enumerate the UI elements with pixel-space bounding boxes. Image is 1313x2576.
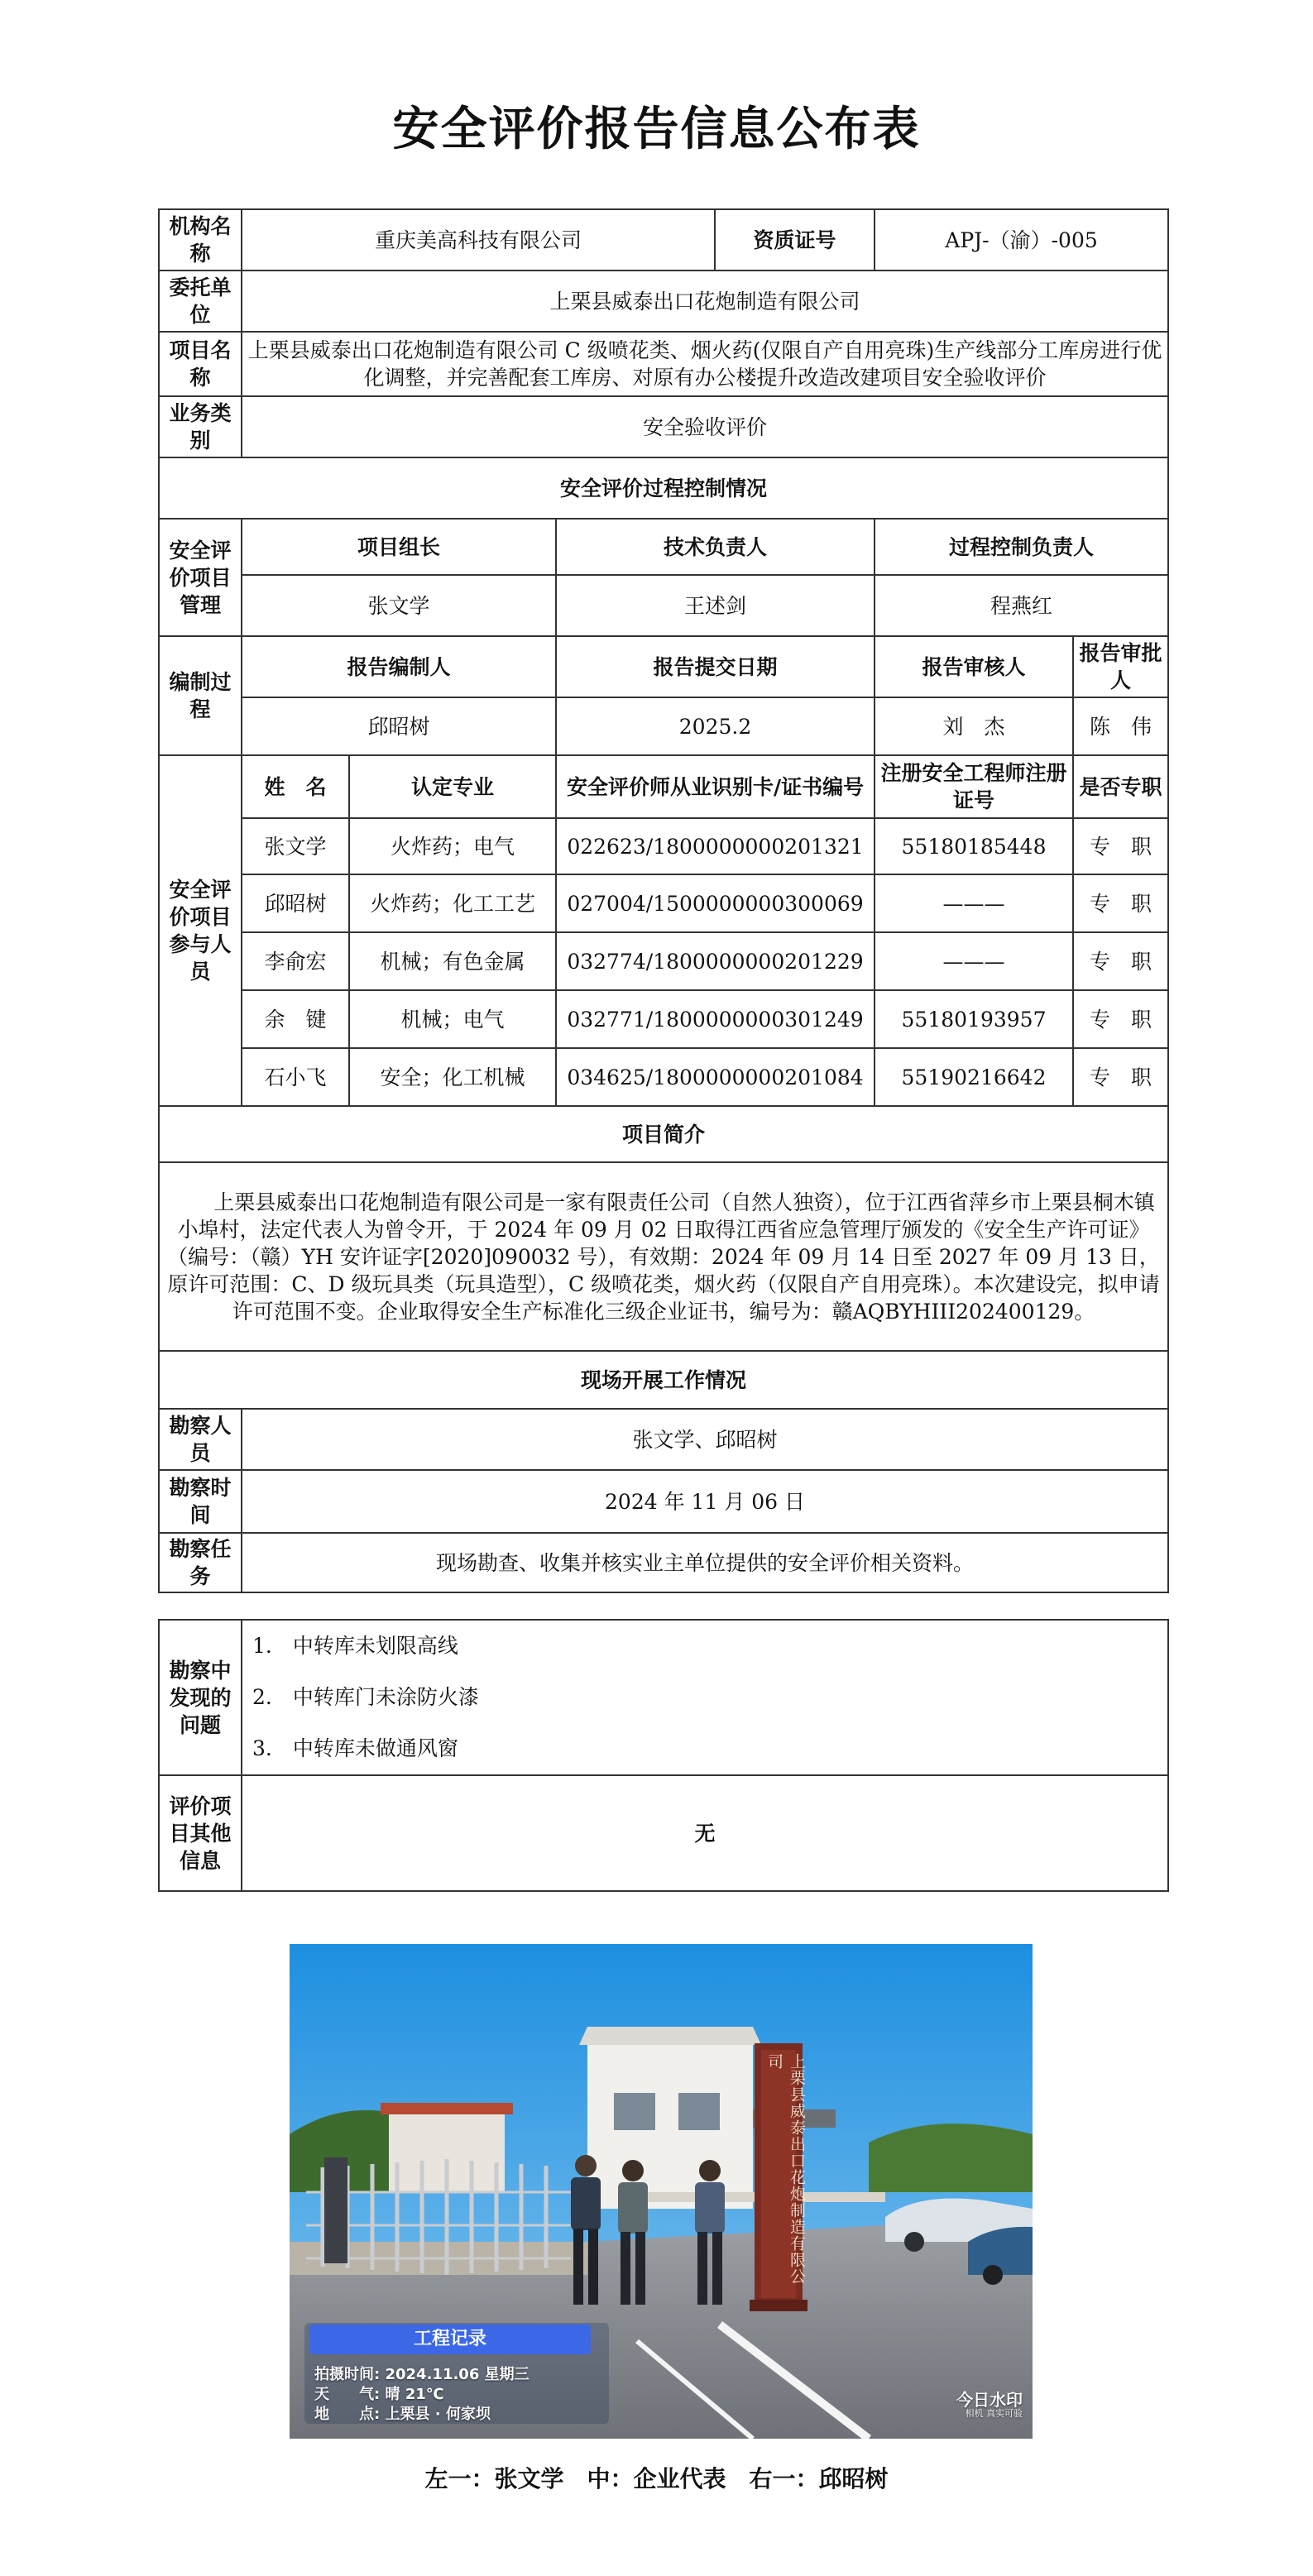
- compile-value-approver: 陈 伟: [1073, 697, 1168, 755]
- watermark-title: 工程记录: [309, 2325, 591, 2354]
- participant-row: [159, 932, 1168, 990]
- findings-list: [242, 1620, 1168, 1775]
- mgmt-header-control: 过程控制负责人: [875, 519, 1168, 575]
- watermark-brand-name: 今日水印: [956, 2390, 1023, 2410]
- participant-reg: ———: [875, 932, 1073, 990]
- compile-header-reviewer: 报告审核人: [875, 636, 1073, 697]
- survey-people-value: 张文学、邱昭树: [242, 1409, 1168, 1470]
- compile-value-reviewer: 刘 杰: [875, 697, 1073, 755]
- watermark-brand-sub: 相机 真实可验: [965, 2408, 1023, 2419]
- survey-task-value: 现场勘查、收集并核实业主单位提供的安全评价相关资料。: [242, 1533, 1168, 1592]
- survey-time-value: 2024 年 11 月 06 日: [242, 1470, 1168, 1533]
- info-table: [158, 208, 1169, 1593]
- mgmt-value-tech: 王述剑: [556, 575, 875, 636]
- watermark-weather: [314, 2382, 444, 2404]
- mgmt-value-control: 程燕红: [875, 575, 1168, 636]
- participant-reg: ———: [875, 874, 1073, 932]
- site-photo: [290, 1944, 1033, 2439]
- finding-item: 3. 中转库未做通风窗: [252, 1736, 458, 1760]
- participant-fulltime: 专 职: [1073, 874, 1168, 932]
- participant-major: 机械；电气: [349, 990, 556, 1048]
- participant-major: 火炸药；电气: [349, 818, 556, 874]
- participants-header-fulltime: 是否专职: [1073, 755, 1168, 818]
- participant-reg: 55190216642: [875, 1048, 1073, 1106]
- intro-text: 上栗县威泰出口花炮制造有限公司是一家有限责任公司（自然人独资），位于江西省萍乡市上栗县桐木镇小埠村，法定代表人为曾令开，于 2024 年 09 月 02 日取得江西省应急管理厅颁发的《安全生产许可证》（编号：（赣）YH 安许证字[2020]090032 号），有效期：2024 年 09 月 14 日至 2027 年 09 月 13 日，原许可范围：C、D 级玩具类（玩具造型），C 级喷花类，烟火药（仅限自产自用亮珠）。本次建设完，拟申请许可范围不变。企业取得安全生产标准化三级企业证书，编号为：赣AQBYHIII202400129。: [159, 1162, 1168, 1351]
- intro-section-title: 项目简介: [159, 1106, 1168, 1162]
- cert-label: 资质证号: [715, 209, 875, 271]
- cert-value: APJ-（渝）-005: [875, 209, 1168, 271]
- participant-name: 李俞宏: [242, 932, 349, 990]
- page-title: 安全评价报告信息公布表: [392, 103, 921, 156]
- participant-fulltime: 专 职: [1073, 990, 1168, 1048]
- finding-item: 2. 中转库门未涂防火漆: [252, 1685, 479, 1709]
- project-value: 上栗县威泰出口花炮制造有限公司 C 级喷花类、烟火药(仅限自产自用亮珠)生产线部分工库房进行优化调整，并完善配套工库房、对原有办公楼提升改造改建项目安全验收评价: [242, 332, 1168, 396]
- participants-header-major: 认定专业: [349, 755, 556, 818]
- participant-card: 032774/1800000000201229: [556, 932, 875, 990]
- participant-name: 张文学: [242, 818, 349, 874]
- participant-name: 邱昭树: [242, 874, 349, 932]
- biz-label: 业务类别: [159, 396, 242, 457]
- participants-header-card: 安全评价师从业识别卡/证书编号: [556, 755, 875, 818]
- survey-task-label: 勘察任务: [159, 1533, 242, 1592]
- compile-header-author: 报告编制人: [242, 636, 556, 697]
- compile-value-author: 邱昭树: [242, 697, 556, 755]
- participants-header-name: 姓 名: [242, 755, 349, 818]
- watermark-weather-value: 晴 21℃: [385, 2386, 444, 2403]
- other-info-label: 评价项目其他信息: [159, 1775, 242, 1891]
- participant-card: 034625/1800000000201084: [556, 1048, 875, 1106]
- other-info-value: 无: [242, 1775, 1168, 1891]
- survey-people-label: 勘察人员: [159, 1409, 242, 1470]
- participant-name: 石小飞: [242, 1048, 349, 1106]
- participant-row: [159, 874, 1168, 932]
- photo-caption: 左一：张文学 中：企业代表 右一：邱昭树: [424, 2465, 889, 2492]
- watermark-time-label: 拍摄时间:: [314, 2366, 381, 2383]
- participant-major: 火炸药；化工工艺: [349, 874, 556, 932]
- client-label: 委托单位: [159, 271, 242, 332]
- participant-row: [159, 1048, 1168, 1106]
- compile-header-approver: 报告审批人: [1073, 636, 1168, 697]
- watermark-weather-label: 天 气:: [314, 2386, 381, 2403]
- participant-row: [159, 990, 1168, 1048]
- company-sign-text: 上栗县威泰出口花炮制造有限公司: [765, 2053, 806, 2285]
- participant-reg: 55180185448: [875, 818, 1073, 874]
- watermark-place: [314, 2402, 491, 2424]
- project-label: 项目名称: [159, 332, 242, 396]
- participant-card: 032771/1800000000301249: [556, 990, 875, 1048]
- findings-label: 勘察中发现的问题: [159, 1620, 242, 1775]
- compile-label: 编制过程: [159, 636, 242, 755]
- participant-reg: 55180193957: [875, 990, 1073, 1048]
- participant-name: 余 键: [242, 990, 349, 1048]
- org-label: 机构名称: [159, 209, 242, 271]
- survey-time-label: 勘察时间: [159, 1470, 242, 1533]
- biz-value: 安全验收评价: [242, 396, 1168, 457]
- compile-value-date: 2025.2: [556, 697, 875, 755]
- client-value: 上栗县威泰出口花炮制造有限公司: [242, 271, 1168, 332]
- mgmt-header-tech: 技术负责人: [556, 519, 875, 575]
- participant-card: 027004/1500000000300069: [556, 874, 875, 932]
- compile-header-date: 报告提交日期: [556, 636, 875, 697]
- findings-table: [158, 1619, 1169, 1892]
- watermark-place-label: 地 点:: [314, 2406, 381, 2423]
- finding-item: 1. 中转库未划限高线: [252, 1634, 458, 1658]
- participant-card: 022623/1800000000201321: [556, 818, 875, 874]
- site-section-title: 现场开展工作情况: [159, 1351, 1168, 1409]
- participant-major: 安全；化工机械: [349, 1048, 556, 1106]
- watermark-time-value: 2024.11.06 星期三: [385, 2366, 530, 2383]
- watermark-brand: [956, 2391, 1023, 2419]
- watermark-place-value: 上栗县 · 何家坝: [385, 2406, 491, 2423]
- process-section-title: 安全评价过程控制情况: [159, 457, 1168, 519]
- participant-major: 机械；有色金属: [349, 932, 556, 990]
- participants-label: 安全评价项目参与人员: [159, 755, 242, 1106]
- mgmt-label: 安全评价项目管理: [159, 519, 242, 636]
- watermark-time: [314, 2363, 530, 2384]
- mgmt-header-leader: 项目组长: [242, 519, 556, 575]
- org-value: 重庆美高科技有限公司: [242, 209, 715, 271]
- participant-row: [159, 818, 1168, 874]
- participant-fulltime: 专 职: [1073, 932, 1168, 990]
- participant-fulltime: 专 职: [1073, 818, 1168, 874]
- participants-header-reg: 注册安全工程师注册证号: [875, 755, 1073, 818]
- mgmt-value-leader: 张文学: [242, 575, 556, 636]
- participant-fulltime: 专 职: [1073, 1048, 1168, 1106]
